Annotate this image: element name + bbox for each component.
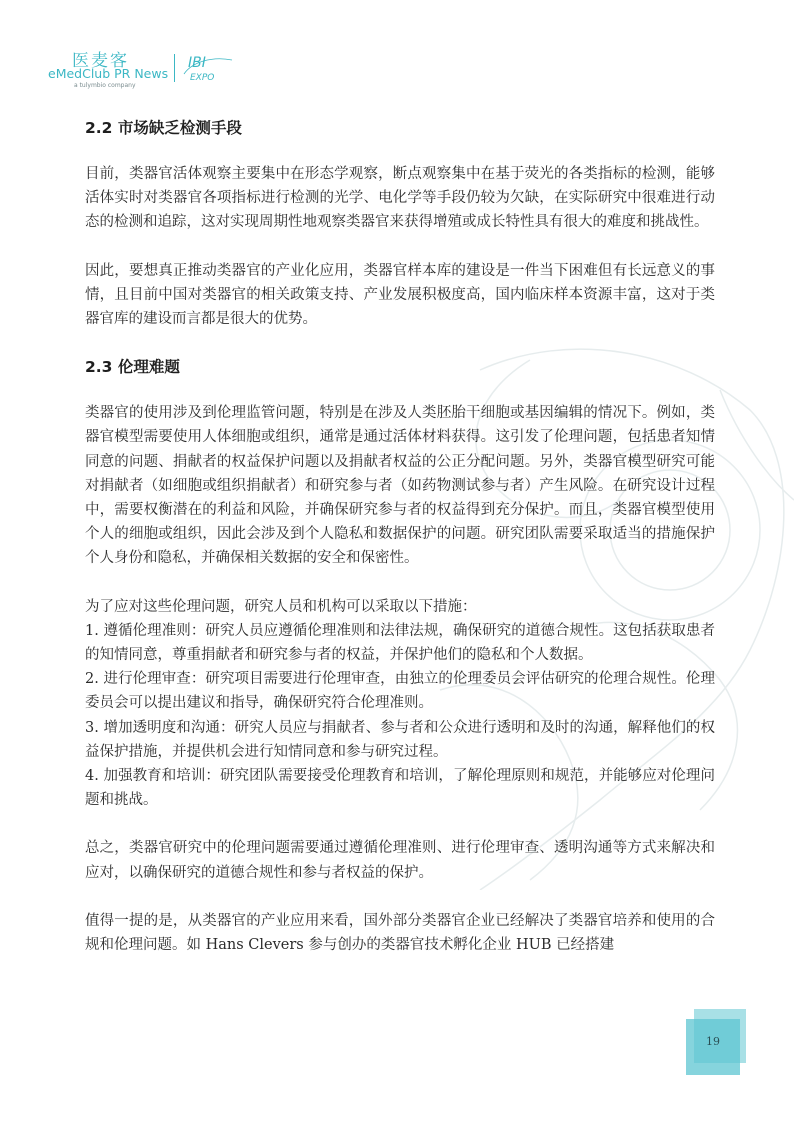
ibi-expo-logo — [182, 52, 242, 86]
paragraph: 目前，类器官活体观察主要集中在形态学观察，断点观察集中在基于荧光的各类指标的检测，能够活体实时对类器官各项指标进行检测的光学、电化学等手段仍较为欠缺，在实际研究中很难进行动态的检测和追踪，这对实现周期性地观察类器官来获得增殖或成长特性具有很大的难度和挑战性。 — [85, 166, 715, 231]
paragraph: 值得一提的是，从类器官的产业应用来看，国外部分类器官企业已经解决了类器官培养和使用的合规和伦理问题。如 Hans Clevers 参与创办的类器官技术孵化企业 HUB 已经搭建 — [85, 912, 715, 954]
list-item: 3. 增加透明度和沟通：研究人员应与捐献者、参与者和公众进行透明和及时的沟通，解释他们的权益保护措施，并提供机会进行知情同意和参与研究过程。 — [85, 719, 715, 760]
list-item: 4. 加强教育和培训：研究团队需要接受伦理教育和培训，了解伦理原则和规范，并能够应对伦理问题和挑战。 — [85, 768, 715, 809]
page-number-box — [686, 1009, 746, 1075]
logo-divider — [174, 54, 175, 82]
document-body — [85, 116, 715, 957]
svg-text:EXPO: EXPO — [190, 73, 215, 83]
section-heading-2-2: 2.2 市场缺乏检测手段 — [85, 119, 242, 137]
paragraph: 类器官的使用涉及到伦理监管问题，特别是在涉及人类胚胎干细胞或基因编辑的情况下。例如，类器官模型需要使用人体细胞或组织，通常是通过活体材料获得。这引发了伦理问题，包括患者知情同意的问题、捐献者的权益保护问题以及捐献者权益的公正分配问题。另外，类器官模型研究可能对捐献者（如细胞或组织捐献者）和研究参与者（如药物测试参与者）产生风险。在研究设计过程中，需要权衡潜在的利益和风险，并确保研究参与者的权益得到充分保护。而且，类器官模型使用个人的细胞或组织，因此会涉及到个人隐私和数据保护的问题。研究团队需要采取适当的措施保护个人身份和隐私，并确保相关数据的安全和保密性。 — [85, 405, 715, 567]
section-heading-2-3: 2.3 伦理难题 — [85, 358, 180, 377]
logo-chinese: 医麦客 — [72, 51, 129, 71]
list-item: 1. 遵循伦理准则：研究人员应遵循伦理准则和法律法规，确保研究的道德合规性。这包括获取患者的知情同意，尊重捐献者和研究参与者的权益，并保护他们的隐私和个人数据。 — [85, 622, 715, 664]
paragraph: 因此，要想真正推动类器官的产业化应用，类器官样本库的建设是一件当下困难但有长远意义的事情，且目前中国对类器官的相关政策支持、产业发展积极度高，国内临床样本资源丰富，这对于类器官库的建设而言都是很大的优势。 — [85, 262, 715, 328]
logo-subtitle: a tulymbio company — [74, 82, 136, 89]
paragraph: 总之，类器官研究中的伦理问题需要通过遵循伦理准则、进行伦理审查、透明沟通等方式来解决和应对，以确保研究的道德合规性和参与者权益的保护。 — [85, 840, 715, 881]
page-number: 19 — [706, 1035, 720, 1048]
list-item: 2. 进行伦理审查：研究项目需要进行伦理审查，由独立的伦理委员会评估研究的伦理合规性。伦理委员会可以提出建议和指导，确保研究符合伦理准则。 — [85, 671, 715, 712]
logo-english: eMedClub PR News — [48, 66, 169, 81]
svg-text:IBI: IBI — [188, 55, 206, 71]
list-intro: 为了应对这些伦理问题，研究人员和机构可以采取以下措施： — [85, 598, 477, 615]
